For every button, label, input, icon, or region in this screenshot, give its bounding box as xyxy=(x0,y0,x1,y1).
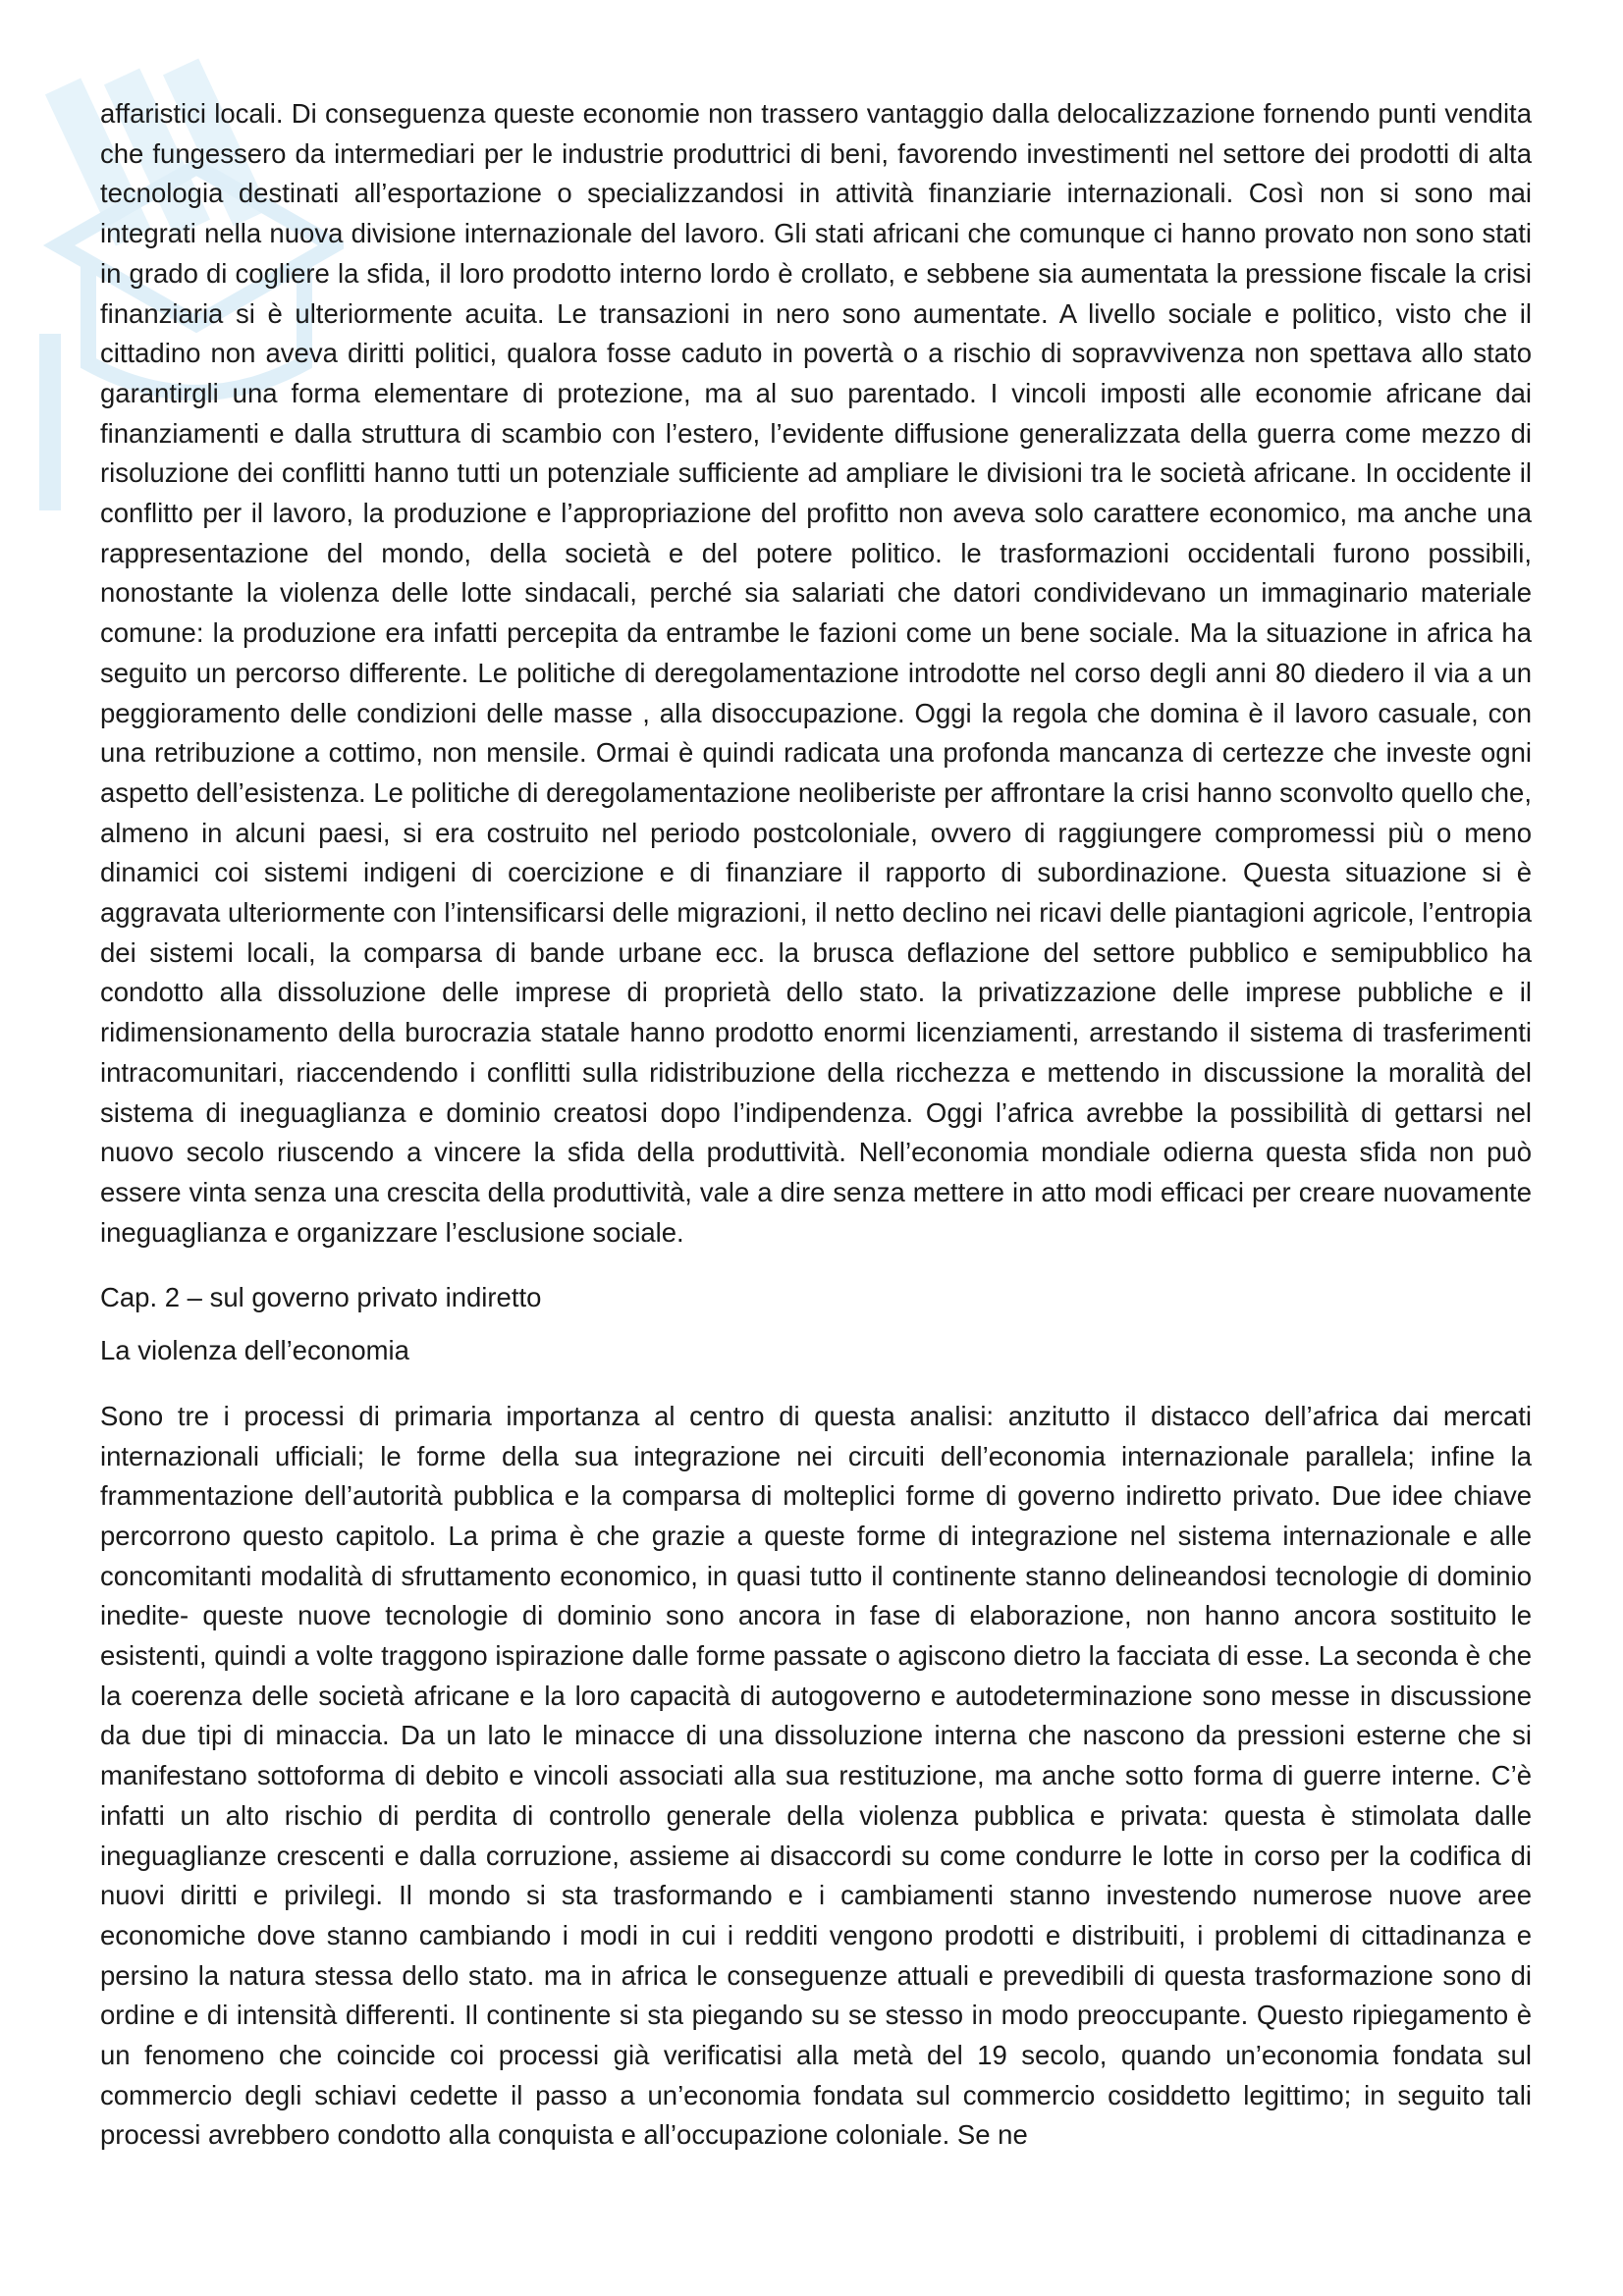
chapter-heading: Cap. 2 – sul governo privato indiretto xyxy=(100,1282,542,1313)
body-paragraph: affaristici locali. Di conseguenza queste economie non trassero vantaggio dalla delocalizzazione fornendo punti vendita che fungessero da intermediari per le industrie produttrici di beni, favorendo investimenti nel settore dei prodotti di alta tecnologia destinati all’esportazione o specializzandosi in attività finanziarie internazionali. Così non si sono mai integrati nella nuova divisione internazionale del lavoro. Gli stati africani che comunque ci hanno provato non sono stati in grado di cogliere la sfida, il loro prodotto interno lordo è crollato, e sebbene sia aumentata la pressione fiscale la crisi finanziaria si è ulteriormente acuita. Le transazioni in nero sono aumentate. A livello sociale e politico, visto che il cittadino non aveva diritti politici, qualora fosse caduto in povertà o a rischio di sopravvivenza non spettava allo stato garantirgli una forma elementare di protezione, ma al suo parentado. I vincoli imposti alle economie africane dai finanziamenti e dalla struttura di scambio con l’estero, l’evidente diffusione generalizzata della guerra come mezzo di risoluzione dei conflitti hanno tutti un potenziale sufficiente ad ampliare le divisioni tra le società africane. In occidente il conflitto per il lavoro, la produzione e l’appropriazione del profitto non aveva solo carattere economico, ma anche una rappresentazione del mondo, della società e del potere politico. le trasformazioni occidentali furono possibili, nonostante la violenza delle lotte sindacali, perché sia salariati che datori condividevano un immaginario materiale comune: la produzione era infatti percepita da entrambe le fazioni come un bene sociale. Ma la situazione in africa ha seguito un percorso differente. Le politiche di deregolamentazione introdotte nel corso degli anni 80 diedero il via a un peggioramento delle condizioni delle masse , alla disoccupazione. Oggi la regola che domina è il lavoro casuale, con una retribuzione a cottimo, non mensile. Ormai è quindi radicata una profonda mancanza di certezze che investe ogni aspetto dell’esistenza. Le politiche di deregolamentazione neoliberiste per affrontare la crisi hanno sconvolto quello che, almeno in alcuni paesi, si era costruito nel periodo postcoloniale, ovvero di raggiungere compromessi più o meno dinamici coi sistemi indigeni di coercizione e di finanziare il rapporto di subordinazione. Questa situazione si è aggravata ulteriormente con l’intensificarsi delle migrazioni, il netto declino nei ricavi delle piantagioni agricole, l’entropia dei sistemi locali, la comparsa di bande urbane ecc. la brusca deflazione del settore pubblico e semipubblico ha condotto alla dissoluzione delle imprese di proprietà dello stato. la privatizzazione delle imprese pubbliche e il ridimensionamento della burocrazia statale hanno prodotto enormi licenziamenti, arrestando il sistema di trasferimenti intracomunitari, riaccendendo i conflitti sulla ridistribuzione della ricchezza e mettendo in discussione la moralità del sistema di ineguaglianza e dominio creatosi dopo l’indipendenza. Oggi l’africa avrebbe la possibilità di gettarsi nel nuovo secolo riuscendo a vincere la sfida della produttività. Nell’economia mondiale odierna questa sfida non può essere vinta senza una crescita della produttività, vale a dire senza mettere in atto modi efficaci per creare nuovamente ineguaglianza e organizzare l’esclusione sociale. xyxy=(100,98,1532,1248)
body-paragraph: Sono tre i processi di primaria importanza al centro di questa analisi: anzitutto il distacco dell’africa dai mercati internazionali ufficiali; le forme della sua integrazione nei circuiti dell’economia internazionale parallela; infine la frammentazione dell’autorità pubblica e la comparsa di molteplici forme di governo indiretto privato. Due idee chiave percorrono questo capitolo. La prima è che grazie a queste forme di integrazione nel sistema internazionale e alle concomitanti modalità di sfruttamento economico, in quasi tutto il continente stanno delineandosi tecnologie di dominio inedite- queste nuove tecnologie di dominio sono ancora in fase di elaborazione, non hanno ancora sostituito le esistenti, quindi a volte traggono ispirazione dalle forme passate o agiscono dietro la facciata di esse. La seconda è che la coerenza delle società africane e la loro capacità di autogoverno e autodeterminazione sono messe in discussione da due tipi di minaccia. Da un lato le minacce di una dissoluzione interna che nascono da pressioni esterne che si manifestano sottoforma di debito e vincoli associati alla sua restituzione, ma anche sotto forma di guerre interne. C’è infatti un alto rischio di perdita di controllo generale della violenza pubblica e privata: questa è stimolata dalle ineguaglianze crescenti e dalla corruzione, assieme ai disaccordi su come condurre le lotte in corso per la codifica di nuovi diritti e privilegi. Il mondo si sta trasformando e i cambiamenti stanno investendo numerose nuove aree economiche dove stanno cambiando i modi in cui i redditi vengono prodotti e distribuiti, i problemi di cittadinanza e persino la natura stessa dello stato. ma in africa le conseguenze attuali e prevedibili di questa trasformazione sono di ordine e di intensità differenti. Il continente si sta piegando su se stesso in modo preoccupante. Questo ripiegamento è un fenomeno che coincide coi processi già verificatisi alla metà del 19 secolo, quando un’economia fondata sul commercio degli schiavi cedette il passo a un’economia fondata sul commercio cosiddetto legittimo; in seguito tali processi avrebbero condotto alla conquista e all’occupazione coloniale. Se ne xyxy=(100,1400,1532,2151)
document-body xyxy=(100,94,1532,2156)
section-heading: La violenza dell’economia xyxy=(100,1335,409,1366)
